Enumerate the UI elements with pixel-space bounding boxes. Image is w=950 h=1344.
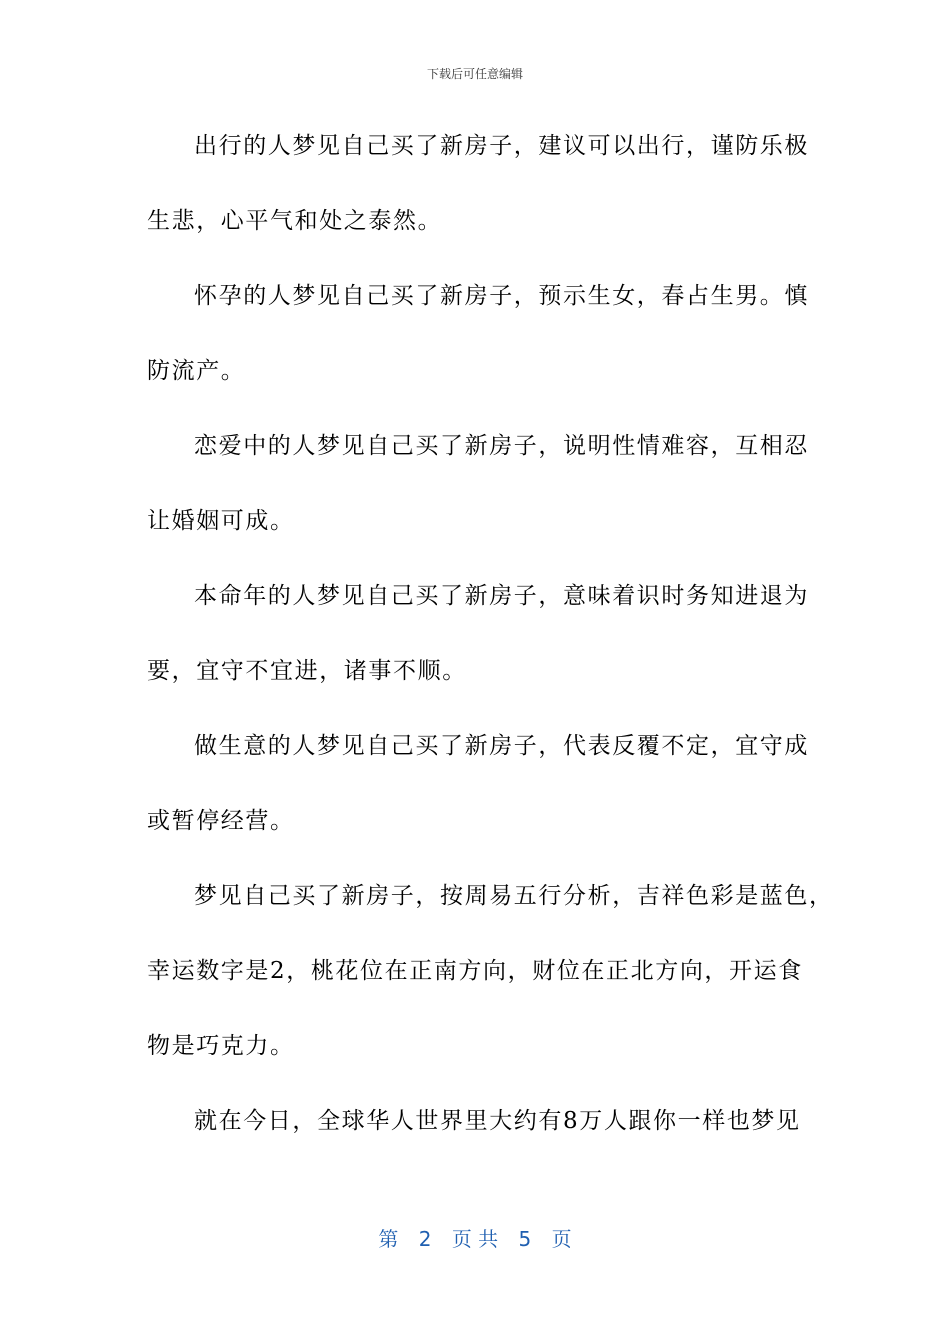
page-header-note: 下载后可任意编辑 (426, 67, 523, 81)
paragraph-line: 梦见自己买了新房子，按周易五行分析，吉祥色彩是蓝色， (194, 883, 834, 909)
paragraph-line: 做生意的人梦见自己买了新房子，代表反覆不定，宜守成 (194, 733, 809, 759)
paragraph-line: 防流产。 (147, 358, 246, 384)
paragraph-line: 生悲，心平气和处之泰然。 (147, 208, 443, 234)
paragraph-line: 要，宜守不宜进，诸事不顺。 (147, 658, 467, 684)
paragraph-line: 物是巧克力。 (147, 1033, 295, 1059)
paragraph-line: 让婚姻可成。 (147, 508, 295, 534)
total-page-count: 5 (518, 1227, 532, 1251)
paragraph-line: 就在今日，全球华人世界里大约有8万人跟你一样也梦见 (194, 1108, 801, 1134)
paragraph-line: 怀孕的人梦见自己买了新房子，预示生女，春占生男。慎 (194, 283, 809, 309)
paragraph-line: 出行的人梦见自己买了新房子，建议可以出行，谨防乐极 (194, 133, 809, 159)
paragraph-line: 或暂停经营。 (147, 808, 295, 834)
document-body (147, 128, 834, 1178)
footer-middle: 页 共 (451, 1227, 499, 1251)
current-page-number: 2 (418, 1227, 432, 1251)
footer-suffix: 页 (551, 1227, 572, 1251)
footer-prefix: 第 (378, 1227, 399, 1251)
paragraph-line: 幸运数字是2，桃花位在正南方向，财位在正北方向，开运食 (147, 958, 803, 984)
paragraph-line: 本命年的人梦见自己买了新房子，意味着识时务知进退为 (194, 583, 809, 609)
paragraph-line: 恋爱中的人梦见自己买了新房子，说明性情难容，互相忍 (194, 433, 809, 459)
page-number-footer (0, 1227, 950, 1251)
